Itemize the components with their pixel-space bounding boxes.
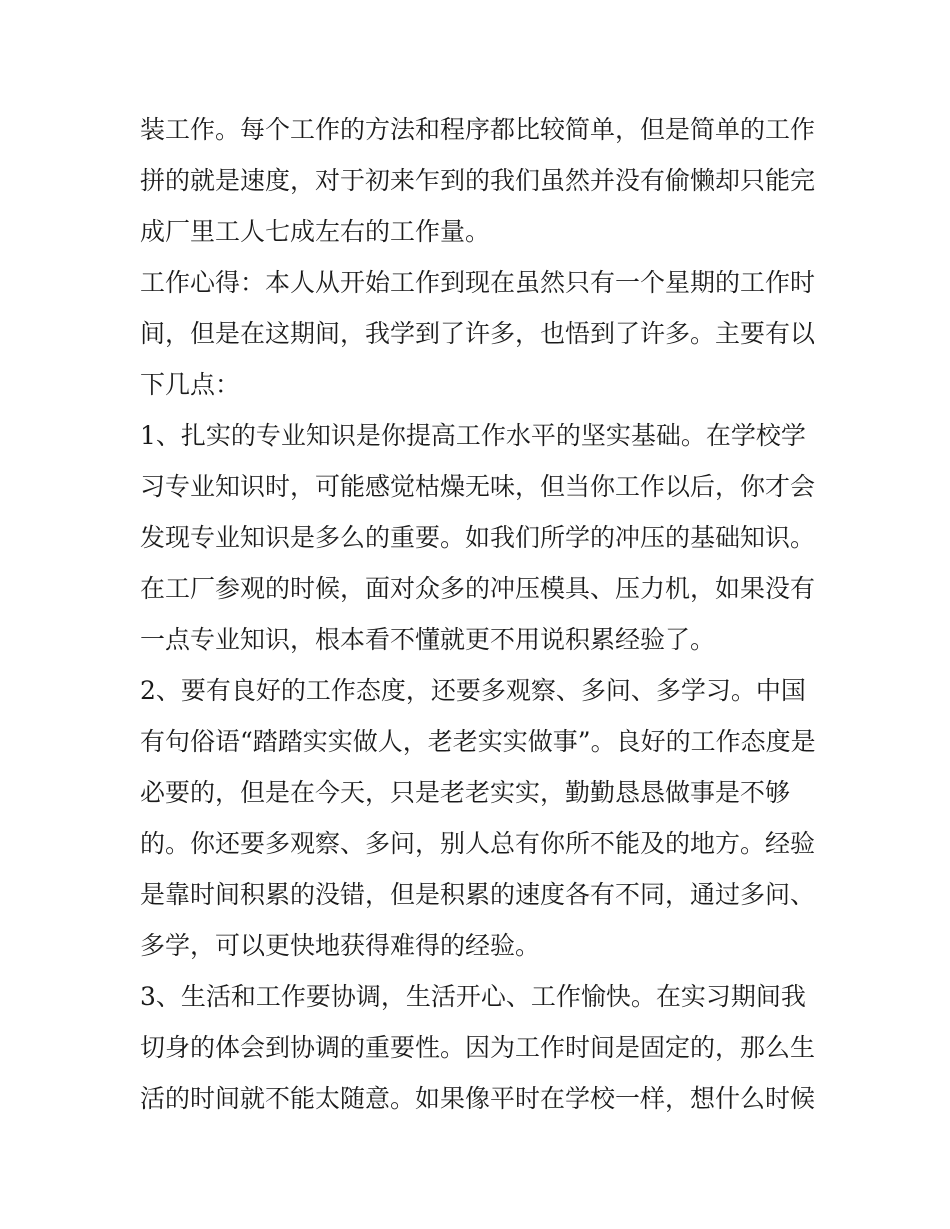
text-line: 多学，可以更快地获得难得的经验。	[140, 931, 541, 960]
text-line: 有句俗语“踏踏实实做人，老老实实做事”。良好的工作态度是	[140, 727, 816, 756]
text-line: 是靠时间积累的没错，但是积累的速度各有不同，通过多问、	[140, 880, 816, 909]
text-line: 1、扎实的专业知识是你提高工作水平的坚实基础。在学校学	[140, 421, 806, 450]
text-line: 间，但是在这期间，我学到了许多，也悟到了许多。主要有以	[140, 319, 816, 348]
text-line: 装工作。每个工作的方法和程序都比较简单，但是简单的工作	[140, 115, 816, 144]
text-line: 的。你还要多观察、多问，别人总有你所不能及的地方。经验	[140, 829, 816, 858]
text-line: 拼的就是速度，对于初来乍到的我们虽然并没有偷懒却只能完	[140, 166, 816, 195]
text-line: 习专业知识时，可能感觉枯燥无味，但当你工作以后，你才会	[140, 472, 816, 501]
text-line: 活的时间就不能太随意。如果像平时在学校一样，想什么时候	[140, 1084, 816, 1113]
text-line: 工作心得：本人从开始工作到现在虽然只有一个星期的工作时	[140, 268, 816, 297]
text-line: 发现专业知识是多么的重要。如我们所学的冲压的基础知识。	[140, 523, 816, 552]
text-line: 切身的体会到协调的重要性。因为工作时间是固定的，那么生	[140, 1033, 816, 1062]
text-line: 在工厂参观的时候，面对众多的冲压模具、压力机，如果没有	[140, 574, 816, 603]
text-line: 2、要有良好的工作态度，还要多观察、多问、多学习。中国	[140, 676, 806, 705]
text-line: 一点专业知识，根本看不懂就更不用说积累经验了。	[140, 625, 716, 654]
document-body	[140, 104, 816, 1124]
text-line: 成厂里工人七成左右的工作量。	[140, 217, 491, 246]
text-line: 3、生活和工作要协调，生活开心、工作愉快。在实习期间我	[140, 982, 806, 1011]
text-line: 下几点：	[140, 370, 241, 399]
text-line: 必要的，但是在今天，只是老老实实，勤勤恳恳做事是不够	[140, 778, 791, 807]
